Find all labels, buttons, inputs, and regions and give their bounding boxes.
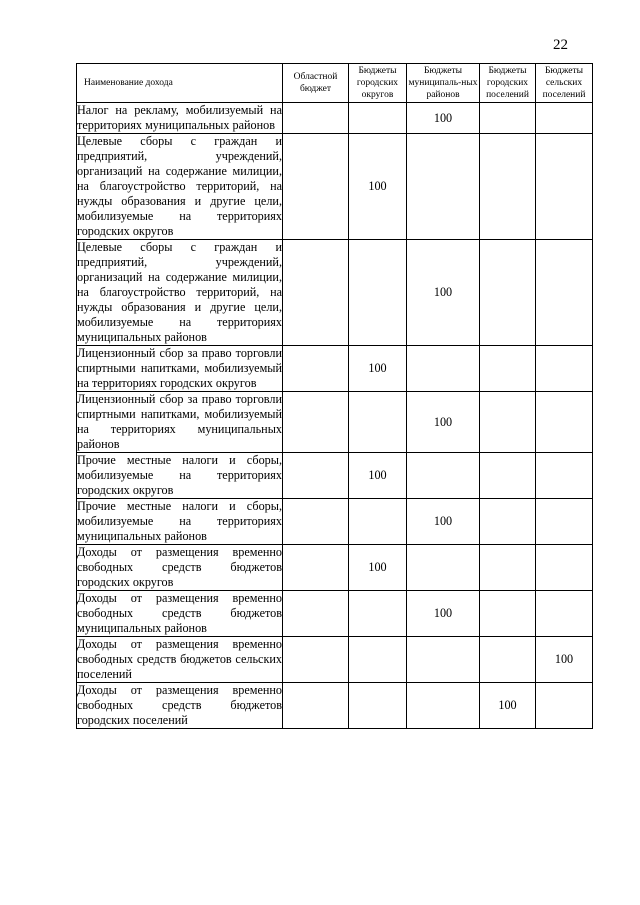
revenue-name-cell: Прочие местные налоги и сборы, мобилизуемые на территориях муниципальных районов	[77, 499, 282, 543]
table-row	[77, 499, 593, 545]
table-row	[77, 545, 593, 591]
municipal-districts-cell: 100	[407, 240, 480, 346]
municipal-districts-cell	[407, 346, 480, 392]
revenue-name-cell: Доходы от размещения временно свободных средств бюджетов городских поселений	[77, 683, 282, 727]
urban-settlements-cell	[480, 545, 536, 591]
regional-budget-cell	[283, 545, 349, 591]
rural-settlements-cell	[536, 591, 593, 637]
regional-budget-cell	[283, 346, 349, 392]
table-row	[77, 453, 593, 499]
header-urban-settlements-budget: Бюджеты городских поселений	[480, 64, 536, 103]
city-districts-cell	[349, 392, 407, 453]
regional-budget-cell	[283, 134, 349, 240]
rural-settlements-cell	[536, 134, 593, 240]
table-row	[77, 591, 593, 637]
header-regional-budget: Областной бюджет	[283, 64, 349, 103]
rural-settlements-cell	[536, 346, 593, 392]
urban-settlements-cell	[480, 499, 536, 545]
rural-settlements-cell	[536, 103, 593, 134]
rural-settlements-cell	[536, 683, 593, 729]
rural-settlements-cell	[536, 545, 593, 591]
urban-settlements-cell	[480, 453, 536, 499]
city-districts-cell: 100	[349, 346, 407, 392]
urban-settlements-cell	[480, 346, 536, 392]
page-number: 22	[553, 37, 568, 53]
regional-budget-cell	[283, 103, 349, 134]
urban-settlements-cell	[480, 103, 536, 134]
city-districts-cell	[349, 637, 407, 683]
city-districts-cell: 100	[349, 134, 407, 240]
urban-settlements-cell	[480, 392, 536, 453]
city-districts-cell	[349, 591, 407, 637]
regional-budget-cell	[283, 683, 349, 729]
rural-settlements-cell: 100	[536, 637, 593, 683]
table-row	[77, 683, 593, 729]
revenue-distribution-table	[76, 63, 593, 729]
rural-settlements-cell	[536, 392, 593, 453]
municipal-districts-cell	[407, 545, 480, 591]
city-districts-cell	[349, 683, 407, 729]
table-row	[77, 134, 593, 240]
table-row	[77, 103, 593, 134]
urban-settlements-cell	[480, 591, 536, 637]
header-revenue-name: Наименование дохода	[77, 64, 283, 103]
table-row	[77, 240, 593, 346]
municipal-districts-cell: 100	[407, 499, 480, 545]
municipal-districts-cell: 100	[407, 591, 480, 637]
revenue-name-cell: Целевые сборы с граждан и предприятий, учреждений, организаций на содержание милиции, на благоустройство территорий, на нужды образования и другие цели, мобилизуемые на территориях муниципальных районов	[77, 240, 282, 344]
municipal-districts-cell: 100	[407, 103, 480, 134]
table-header-row	[77, 64, 593, 103]
urban-settlements-cell	[480, 637, 536, 683]
municipal-districts-cell	[407, 453, 480, 499]
city-districts-cell: 100	[349, 453, 407, 499]
city-districts-cell	[349, 103, 407, 134]
city-districts-cell	[349, 499, 407, 545]
revenue-name-cell: Доходы от размещения временно свободных средств бюджетов городских округов	[77, 545, 282, 589]
regional-budget-cell	[283, 637, 349, 683]
regional-budget-cell	[283, 499, 349, 545]
table-row	[77, 346, 593, 392]
urban-settlements-cell	[480, 240, 536, 346]
revenue-name-cell: Доходы от размещения временно свободных средств бюджетов сельских поселений	[77, 637, 282, 681]
header-rural-settlements-budget: Бюджеты сельских поселений	[536, 64, 593, 103]
rural-settlements-cell	[536, 240, 593, 346]
revenue-name-cell: Налог на рекламу, мобилизуемый на территориях муниципальных районов	[77, 103, 282, 132]
municipal-districts-cell	[407, 134, 480, 240]
city-districts-cell: 100	[349, 545, 407, 591]
city-districts-cell	[349, 240, 407, 346]
municipal-districts-cell: 100	[407, 392, 480, 453]
revenue-name-cell: Лицензионный сбор за право торговли спиртными напитками, мобилизуемый на территориях городских округов	[77, 346, 282, 390]
revenue-name-cell: Лицензионный сбор за право торговли спиртными напитками, мобилизуемый на территориях муниципальных районов	[77, 392, 282, 451]
revenue-name-cell: Прочие местные налоги и сборы, мобилизуемые на территориях городских округов	[77, 453, 282, 497]
regional-budget-cell	[283, 453, 349, 499]
rural-settlements-cell	[536, 453, 593, 499]
header-city-districts-budget: Бюджеты городских округов	[349, 64, 407, 103]
regional-budget-cell	[283, 591, 349, 637]
regional-budget-cell	[283, 240, 349, 346]
table-row	[77, 637, 593, 683]
rural-settlements-cell	[536, 499, 593, 545]
revenue-name-cell: Доходы от размещения временно свободных средств бюджетов муниципальных районов	[77, 591, 282, 635]
municipal-districts-cell	[407, 637, 480, 683]
revenue-name-cell: Целевые сборы с граждан и предприятий, учреждений, организаций на содержание милиции, на благоустройство территорий, на нужды образования и другие цели, мобилизуемые на территориях городских округов	[77, 134, 282, 238]
header-municipal-districts-budget: Бюджеты муниципаль-ных районов	[407, 64, 480, 103]
urban-settlements-cell	[480, 134, 536, 240]
urban-settlements-cell: 100	[480, 683, 536, 729]
municipal-districts-cell	[407, 683, 480, 729]
table-row	[77, 392, 593, 453]
regional-budget-cell	[283, 392, 349, 453]
